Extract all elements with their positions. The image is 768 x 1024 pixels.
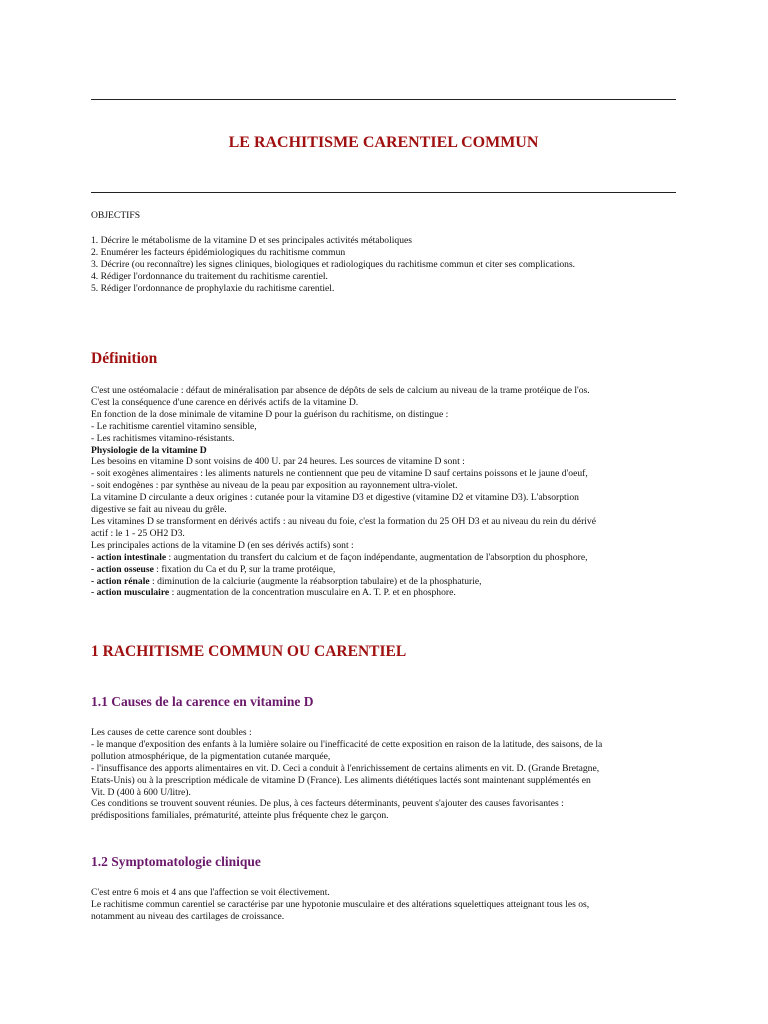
action-text: : diminution de la calciurie (augmente la réabsorption tabulaire) et de la phosphaturie, — [149, 575, 482, 587]
definition-line: En fonction de la dose minimale de vitamine D pour la guérison du rachitisme, on distingue : — [91, 408, 449, 420]
action-osseous — [91, 564, 691, 576]
objective-item: 5. Rédiger l'ordonnance de prophylaxie du rachitisme carentiel. — [91, 282, 335, 294]
objective-item: 3. Décrire (ou reconnaître) les signes cliniques, biologiques et radiologiques du rachitisme commun et citer ses complications. — [91, 258, 576, 270]
causes-line: prédispositions familiales, prématurité, atteinte plus fréquente chez le garçon. — [91, 810, 389, 822]
section1-heading: 1 RACHITISME COMMUN OU CARENTIEL — [91, 643, 407, 660]
symptom-line: Le rachitisme commun carentiel se caractérise par une hypotonie musculaire et des altérations squelettiques atteignant tous les os, — [91, 898, 590, 910]
physiology-line: - soit exogènes alimentaires : les aliments naturels ne contiennent que peu de vitamine D sauf certains poissons et le jaune d'oeuf, — [91, 468, 588, 480]
definition-body — [91, 385, 691, 599]
definition-line: - Le rachitisme carentiel vitamino sensible, — [91, 420, 257, 432]
subsection-1-1-body — [91, 727, 691, 822]
causes-line: Les causes de cette carence sont doubles : — [91, 727, 252, 738]
objective-item: 1. Décrire le métabolisme de la vitamine D et ses principales activités métaboliques — [91, 235, 413, 246]
definition-line: - Les rachitismes vitamino-résistants. — [91, 432, 235, 444]
objective-item: 4. Rédiger l'ordonnance du traitement du rachitisme carentiel. — [91, 270, 328, 282]
document-title: LE RACHITISME CARENTIEL COMMUN — [228, 134, 539, 151]
objective-item: 2. Enumérer les facteurs épidémiologiques du rachitisme commun — [91, 246, 346, 258]
action-label: - action osseuse — [91, 563, 154, 575]
causes-line: - le manque d'exposition des enfants à la lumière solaire ou l'inefficacité de cette exposition en raison de la latitude, des saisons, de la — [91, 738, 603, 750]
physiology-line: Les besoins en vitamine D sont voisins de 400 U. par 24 heures. Les sources de vitamine D sont : — [91, 456, 465, 468]
physiology-line: - soit endogènes : par synthèse au niveau de la peau par exposition au rayonnement ultra-violet. — [91, 480, 458, 492]
causes-line: Etats-Unis) ou à la prescription médicale de vitamine D (France). Les aliments diététiques lactés sont maintenant supplémentés en — [91, 774, 591, 786]
definition-heading: Définition — [91, 350, 158, 367]
physiology-heading: Physiologie de la vitamine D — [91, 444, 207, 456]
definition-line: C'est une ostéomalacie : défaut de minéralisation par absence de dépôts de sels de calcium au niveau de la trame protéique de l'os. — [91, 385, 590, 396]
physiology-line: actif : le 1 - 25 OH2 D3. — [91, 527, 185, 539]
physiology-line: Les vitamines D se transforment en dérivés actifs : au niveau du foie, c'est la formation du 25 OH D3 et au niveau du rein du dérivé — [91, 515, 596, 527]
causes-line: pollution atmosphérique, de la pigmentation cutanée marquée, — [91, 750, 331, 762]
action-text: : augmentation du transfert du calcium et de façon indépendante, augmentation de l'absorption du phosphore, — [166, 551, 588, 563]
action-text: : fixation du Ca et du P, sur la trame protéique, — [153, 563, 336, 575]
definition-line: C'est la conséquence d'une carence en dérivés actifs de la vitamine D. — [91, 396, 359, 408]
causes-line: Vit. D (400 à 600 U/litre). — [91, 786, 191, 798]
top-divider — [91, 99, 676, 100]
title-divider — [91, 192, 676, 193]
objectives-list — [91, 235, 691, 295]
action-muscular — [91, 587, 691, 599]
causes-line: Ces conditions se trouvent souvent réunies. De plus, à ces facteurs déterminants, peuvent s'ajouter des causes favorisantes : — [91, 798, 564, 810]
subsection-1-1-heading: 1.1 Causes de la carence en vitamine D — [91, 694, 314, 709]
action-renal — [91, 576, 691, 588]
subsection-1-2-heading: 1.2 Symptomatologie clinique — [91, 854, 261, 869]
physiology-line: Les principales actions de la vitamine D (en ses dérivés actifs) sont : — [91, 539, 354, 551]
action-label: - action rénale — [91, 575, 150, 587]
action-intestinal — [91, 552, 691, 564]
action-text: : augmentation de la concentration musculaire en A. T. P. et en phosphore. — [169, 587, 456, 599]
subsection-1-2-body — [91, 887, 691, 923]
action-label: - action intestinale — [91, 551, 167, 563]
objectives-heading: OBJECTIFS — [91, 210, 141, 221]
physiology-line: digestive se fait au niveau du grêle. — [91, 504, 227, 516]
symptom-line: notamment au niveau des cartilages de croissance. — [91, 910, 285, 922]
physiology-line: La vitamine D circulante a deux origines : cutanée pour la vitamine D3 et digestive (vitamine D2 et vitamine D3). L'absorption — [91, 492, 579, 504]
causes-line: - l'insuffisance des apports alimentaires en vit. D. Ceci a conduit à l'enrichissement de certains aliments en vit. D. (Grande Bretagne, — [91, 762, 600, 774]
symptom-line: C'est entre 6 mois et 4 ans que l'affection se voit électivement. — [91, 887, 330, 898]
action-label: - action musculaire — [91, 587, 170, 599]
